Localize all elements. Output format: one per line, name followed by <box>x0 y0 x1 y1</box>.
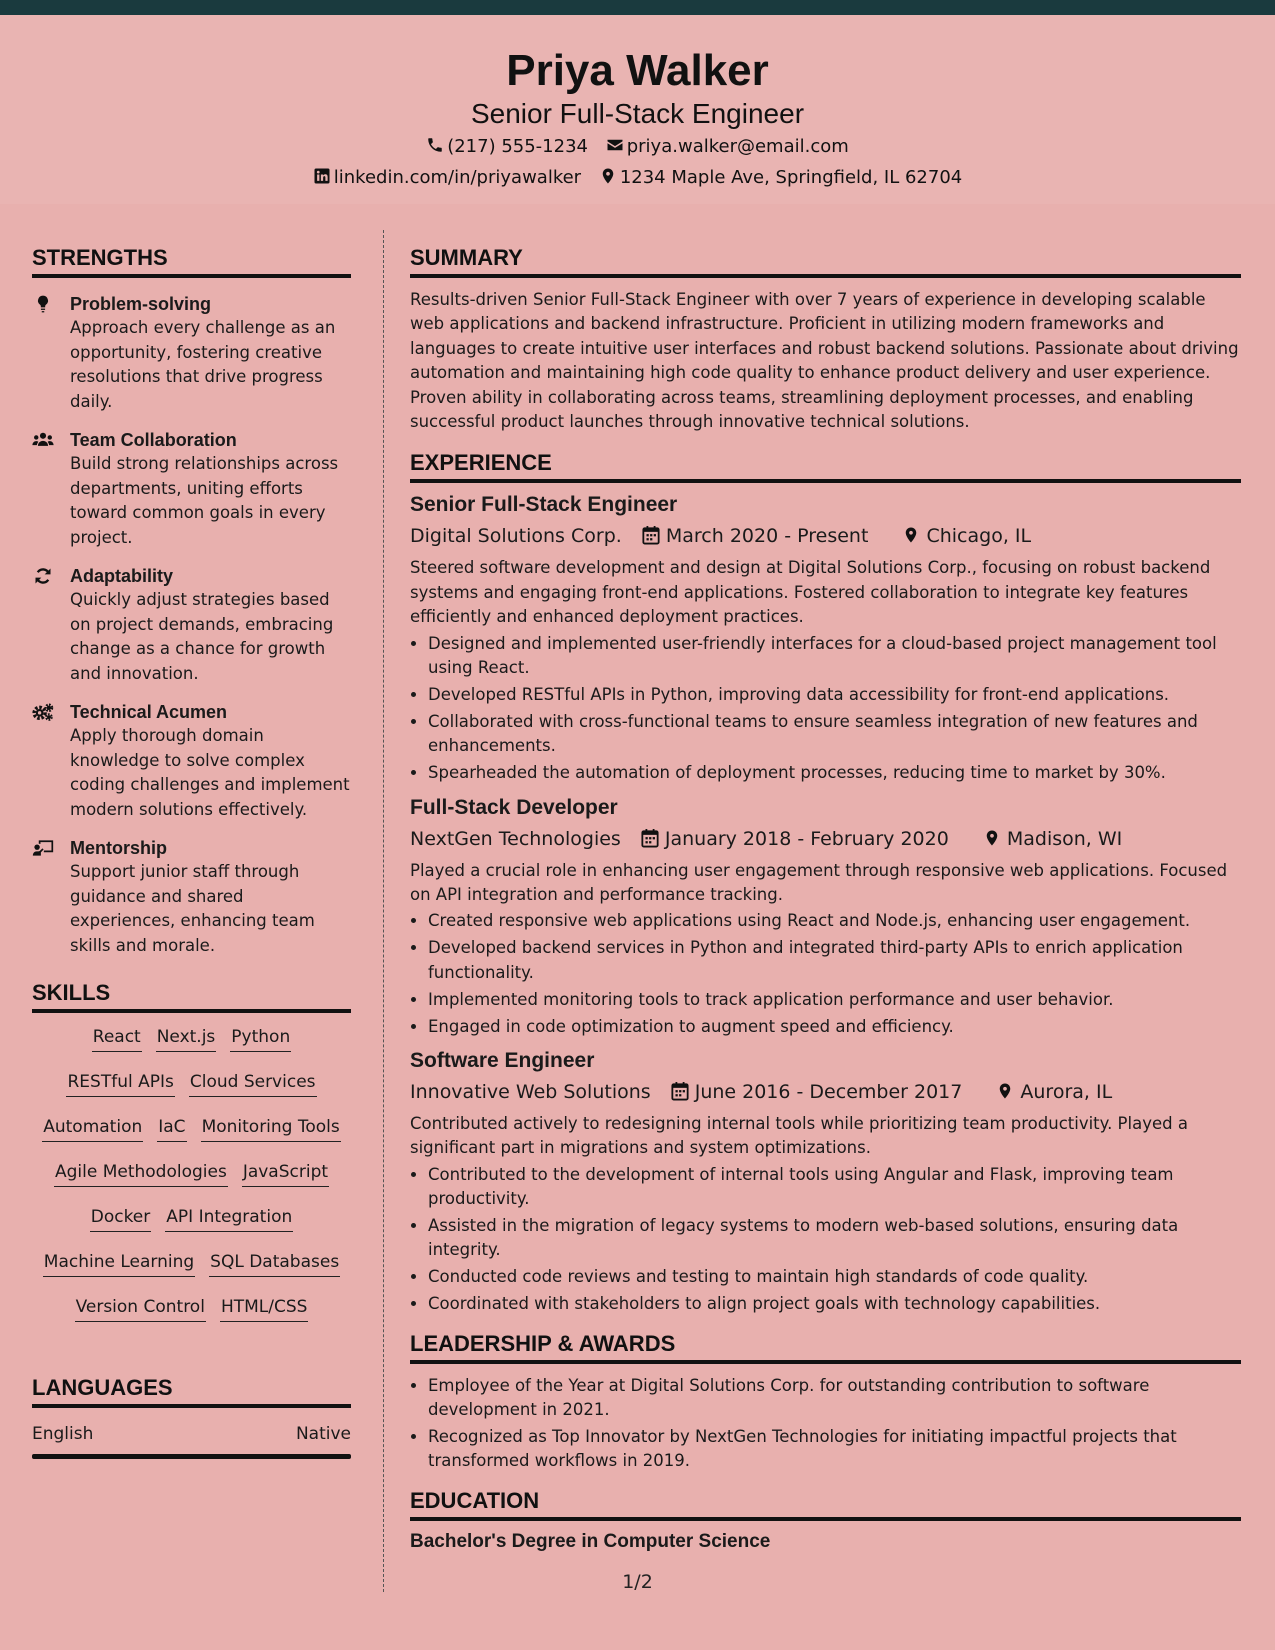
skill-chip: API Integration <box>165 1205 293 1232</box>
strength-item <box>32 428 351 550</box>
envelope-icon <box>606 136 624 154</box>
strength-title: Team Collaboration <box>70 430 237 450</box>
strength-desc: Quickly adjust strategies based on project demands, embracing change as a chance for growth and innovation. <box>70 590 334 683</box>
users-icon <box>32 430 54 450</box>
resume-header <box>0 15 1275 204</box>
job-location <box>996 1077 1126 1107</box>
skills-row <box>32 1025 351 1070</box>
lightbulb-icon <box>32 294 54 314</box>
candidate-title: Senior Full-Stack Engineer <box>470 98 805 129</box>
skills-list <box>32 1025 351 1340</box>
skill-chip: React <box>92 1025 142 1052</box>
skill-chip: RESTful APIs <box>66 1070 174 1097</box>
job-bullets <box>410 909 1241 1039</box>
refresh-icon <box>32 566 54 586</box>
strength-title: Mentorship <box>70 838 167 858</box>
job-dates-text: March 2020 - Present <box>665 525 869 548</box>
strength-item <box>32 564 351 686</box>
strength-title: Technical Acumen <box>70 702 228 722</box>
skill-chip: Monitoring Tools <box>201 1115 341 1142</box>
job-meta <box>410 521 1241 551</box>
list-item: • Spearheaded the automation of deployment processes, reducing time to market by 30%. <box>428 761 1241 785</box>
job-entry <box>410 1047 1241 1317</box>
skill-chip: Version Control <box>75 1295 206 1322</box>
linkedin-text: linkedin.com/in/priyawalker <box>333 167 582 188</box>
calendar-icon <box>641 828 659 848</box>
job-title: Full-Stack Developer <box>410 795 618 819</box>
skill-chip: Next.js <box>156 1025 217 1052</box>
job-company: Digital Solutions Corp. <box>410 525 622 548</box>
job-location-text: Madison, WI <box>1006 827 1123 850</box>
linkedin[interactable] <box>313 163 581 193</box>
skill-chip: JavaScript <box>242 1160 329 1187</box>
email[interactable] <box>606 132 849 162</box>
candidate-name: Priya Walker <box>506 46 769 95</box>
experience-heading: EXPERIENCE <box>410 450 1241 483</box>
skills-row <box>32 1250 351 1295</box>
list-item: • Developed RESTful APIs in Python, improving data accessibility for front-end applications. <box>428 683 1241 707</box>
job-description: Contributed actively to redesigning internal tools while prioritizing team productivity. Played a significant part in migrations and system optimizations. <box>410 1113 1188 1158</box>
strength-title: Problem-solving <box>70 294 212 314</box>
job-dates-text: June 2016 - December 2017 <box>694 1080 963 1103</box>
email-text: priya.walker@email.com <box>626 136 849 157</box>
list-item: • Designed and implemented user-friendly interfaces for a cloud-based project management tool using React. <box>428 632 1241 681</box>
list-item: • Assisted in the migration of legacy systems to modern web-based solutions, ensuring data integrity. <box>428 1214 1241 1263</box>
job-description: Steered software development and design at Digital Solutions Corp., focusing on robust backend systems and engaging front-end applications. Fostered collaboration to integrate key features efficiently and enhanced deployment practices. <box>410 558 1211 627</box>
skill-chip: Docker <box>90 1205 152 1232</box>
skills-row <box>32 1115 351 1160</box>
skill-chip: HTML/CSS <box>220 1295 309 1322</box>
strength-item <box>32 836 351 958</box>
list-item: • Implemented monitoring tools to track application performance and user behavior. <box>428 988 1241 1012</box>
phone-text: (217) 555-1234 <box>447 136 588 157</box>
education-degree: Bachelor's Degree in Computer Science <box>410 1530 771 1552</box>
strength-desc: Support junior staff through guidance and shared experiences, enhancing team skills and morale. <box>70 862 315 955</box>
chalkboard-teacher-icon <box>32 838 54 858</box>
job-dates-text: January 2018 - February 2020 <box>664 827 949 850</box>
job-location <box>902 521 1045 551</box>
language-level: Native <box>295 1424 351 1444</box>
right-column <box>410 245 1241 1555</box>
language-level-bar <box>32 1454 351 1459</box>
list-item: • Recognized as Top Innovator by NextGen Technologies for initiating impactful projects that transformed workflows in 2019. <box>428 1425 1241 1474</box>
job-title: Software Engineer <box>410 1048 595 1072</box>
map-marker-icon <box>996 1081 1014 1101</box>
strength-desc: Apply thorough domain knowledge to solve complex coding challenges and implement modern solutions effectively. <box>70 726 350 819</box>
skills-row <box>32 1295 351 1340</box>
contact-row-1 <box>0 132 1275 162</box>
job-bullets <box>410 1163 1241 1317</box>
list-item: • Collaborated with cross-functional teams to ensure seamless integration of new features and enhancements. <box>428 710 1241 759</box>
list-item: • Developed backend services in Python and integrated third-party APIs to enrich application functionality. <box>428 936 1241 985</box>
job-company: Innovative Web Solutions <box>410 1080 651 1103</box>
calendar-icon <box>642 525 660 545</box>
skill-chip: IaC <box>157 1115 186 1142</box>
strength-item <box>32 292 351 414</box>
job-meta <box>410 824 1241 854</box>
linkedin-icon <box>313 167 331 185</box>
gears-icon <box>32 702 54 722</box>
awards-list <box>410 1374 1241 1474</box>
job-entry <box>410 794 1241 1039</box>
left-column <box>32 245 351 1459</box>
skills-row <box>32 1205 351 1250</box>
summary-text: Results-driven Senior Full-Stack Engineer with over 7 years of experience in developing scalable web applications and backend infrastructure. Proficient in utilizing modern frameworks and languages to create intuitive user interfaces and robust backend solutions. Passionate about driving automation and maintaining high code quality to enhance product delivery and user experience. Proven ability in collaborating across teams, streamlining deployment processes, and enabling successful product launches through innovative technical solutions. <box>410 290 1239 432</box>
strength-desc: Approach every challenge as an opportunity, fostering creative resolutions that drive progress daily. <box>70 318 336 411</box>
list-item: • Contributed to the development of internal tools using Angular and Flask, improving team productivity. <box>428 1163 1241 1212</box>
list-item: • Coordinated with stakeholders to align project goals with technology capabilities. <box>428 1292 1241 1316</box>
languages-heading: LANGUAGES <box>32 1375 351 1408</box>
job-company: NextGen Technologies <box>410 827 621 850</box>
language-item <box>32 1422 351 1446</box>
map-marker-icon <box>599 167 617 185</box>
calendar-icon <box>671 1081 689 1101</box>
skill-chip: Machine Learning <box>43 1250 195 1277</box>
contact-row-2 <box>0 163 1275 193</box>
list-item: • Employee of the Year at Digital Solutions Corp. for outstanding contribution to software development in 2021. <box>428 1374 1241 1423</box>
job-meta <box>410 1077 1241 1107</box>
job-entry <box>410 491 1241 785</box>
list-item: • Engaged in code optimization to augment speed and efficiency. <box>428 1015 1241 1039</box>
job-location-text: Chicago, IL <box>926 525 1032 548</box>
address-text: 1234 Maple Ave, Springfield, IL 62704 <box>619 167 963 188</box>
map-marker-icon <box>902 525 920 545</box>
address <box>599 163 962 193</box>
phone-icon <box>426 136 444 154</box>
skill-chip: Automation <box>42 1115 143 1142</box>
skills-heading: SKILLS <box>32 980 351 1013</box>
skills-row <box>32 1070 351 1115</box>
job-dates <box>641 824 963 854</box>
job-dates <box>671 1077 977 1107</box>
skill-chip: Cloud Services <box>189 1070 317 1097</box>
skill-chip: Python <box>230 1025 291 1052</box>
strengths-heading: STRENGTHS <box>32 245 351 278</box>
education-heading: EDUCATION <box>410 1488 1241 1521</box>
phone <box>426 132 588 162</box>
job-description: Played a crucial role in enhancing user engagement through responsive web applications. Focused on API integration and performance tracking. <box>410 860 1228 904</box>
job-title: Senior Full-Stack Engineer <box>410 493 678 517</box>
map-marker-icon <box>983 828 1001 848</box>
job-location-text: Aurora, IL <box>1020 1080 1113 1103</box>
skills-row <box>32 1160 351 1205</box>
list-item: • Created responsive web applications using React and Node.js, enhancing user engagement. <box>428 909 1241 933</box>
strength-title: Adaptability <box>70 566 174 586</box>
strength-item <box>32 700 351 822</box>
list-item: • Conducted code reviews and testing to maintain high standards of code quality. <box>428 1265 1241 1289</box>
skill-chip: SQL Databases <box>209 1250 340 1277</box>
job-location <box>983 824 1136 854</box>
page-number: 1/2 <box>622 1571 653 1593</box>
awards-heading: LEADERSHIP & AWARDS <box>410 1331 1241 1364</box>
job-bullets <box>410 632 1241 786</box>
job-dates <box>642 521 883 551</box>
summary-heading: SUMMARY <box>410 245 1241 278</box>
top-bar <box>0 0 1275 15</box>
strength-desc: Build strong relationships across departments, uniting efforts toward common goals in every project. <box>70 454 339 547</box>
skill-chip: Agile Methodologies <box>54 1160 228 1187</box>
column-divider <box>383 230 384 1592</box>
language-name: English <box>32 1424 94 1444</box>
